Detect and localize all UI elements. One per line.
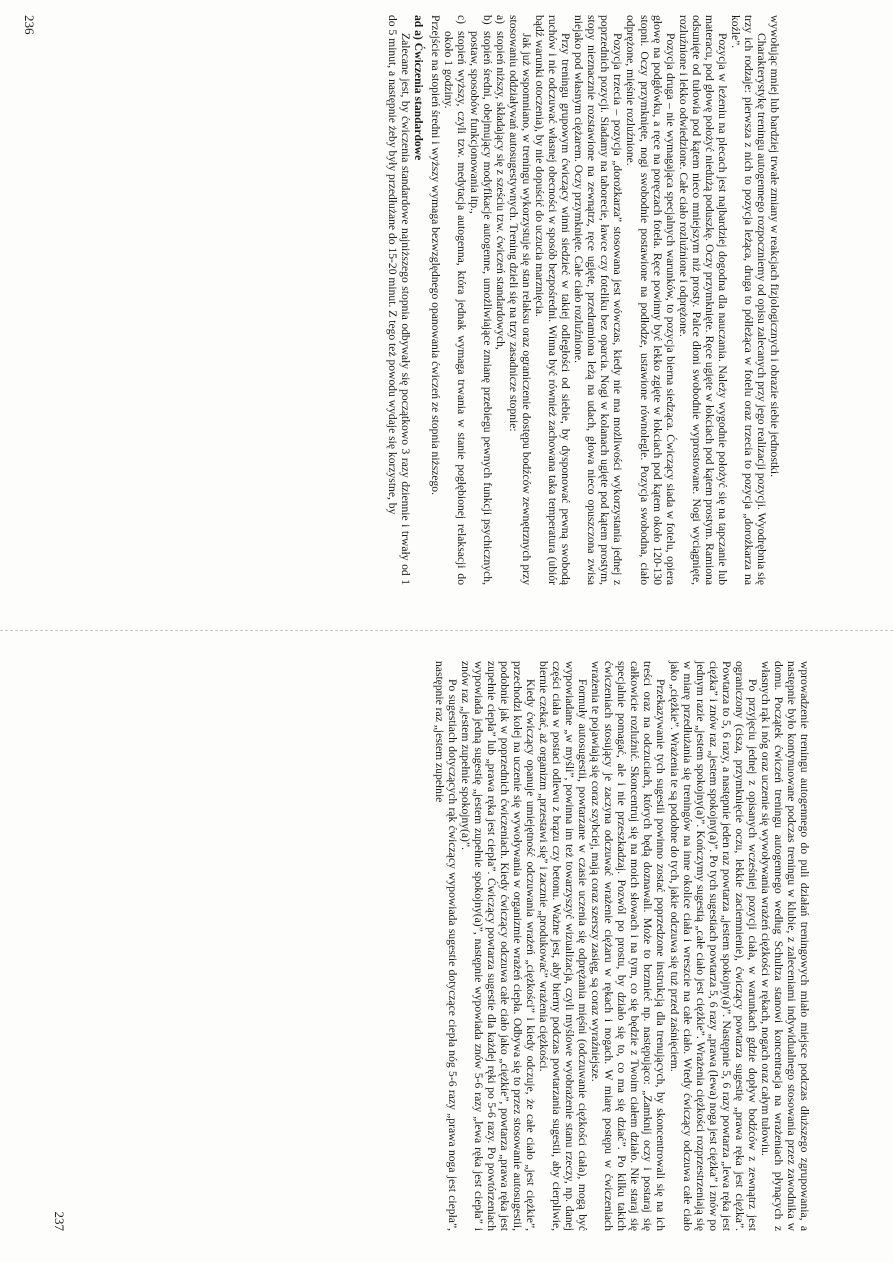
paragraph: Pozycja trzecia – pozycja „dorożkarza” stosowana jest wówczas, kiedy nie ma możliwości wykorzystania jednej z poprzednich pozycji. Siadamy na taborecie, ławce czy foteliku bez oparcia. Nogi w kolanach ugięte pod kątem prostym, stopy nieznacznie rozstawione na zewnątrz, ręce ugięte, przedramiona leżą na udach, głowa nieco opuszczona zwisa niejako pod własnym ciężarem. Oczy przymknięte. Całe ciało rozluźnione. (572, 15, 625, 585)
list-text: stopień niższy, składający się z sześciu tzw. ćwiczeń standardowych, (494, 31, 508, 350)
paragraph: Formuły autosugestii, powtarzane w czasie uczenia się odprężania mięśni (odczuwanie ciężkości ciała), mogą być wypowiadane „w myśli”, powinna im też towarzyszyć wizualizacja, czyli myślowe wyobrażenie stanu rzeczy, np. danej części ciała w postaci odlewu z brązu czy betonu. Ważne jest, aby bierny podczas powtarzania sugestii, aby cierpliwie, biernie czekać, aż organizm „przestawi się” i zacznie „produkować” wrażenia ciężkości. (537, 661, 590, 1231)
paragraph: wywołując mniej lub bardziej trwałe zmiany w reakcjach fizjologicznych i obrazie siebie jednostki. (768, 15, 781, 477)
page-236 (22, 15, 781, 585)
paragraph: Kiedy ćwiczący opanuje umiejętność odczuwania wrażeń „ciężkości” i kiedy odczuje, że całe ciało „jest ciężkie”, przechodzi kolej na uczenie się wywoływania w organizmie wrażeń ciepła. Odbywa się to przez stosowanie autosugestii, podobnie jak w poprzednich ćwiczeniach. Kiedy ćwiczący odczuwa całe ciało jako „ciężkie”, powtarza „prawa ręka jest zupełnie ciepła” lub „prawa ręka jest ciepła”. Ćwiczący powtarza sugestie dla każdej ręki po 5-6 razy. Po powtórzeniach wypowiada jedną sugestię „jestem zupełnie spokojny(a)”, następnie wypowiada znów 5-6 razy „lewa ręka jest ciepła” i znów raz „jestem zupełnie spokojny(a)”. (458, 661, 538, 1231)
paragraph: Przekazywanie tych sugestii powinno zostać poprzedzone instrukcją dla trenujących, by skoncentrowali się na ich treści oraz na odczuciach, których będą doznawali. Może to brzmieć np. następująco: „Zamknij oczy i postaraj się całkowicie rozluźnić. Skoncentruj się na moich słowach i na tym, co się będzie z Twoim ciałem działo. Nie staraj się specjalnie pomagać, ale i nie przeszkadzaj. Pozwól po prostu, by działo się to, co ma się dziać”. Po kilku takich ćwiczeniach stosujący je zaczyna odczuwać wrażenie ciężaru w rękach i nogach. W miarę postępu w ćwiczeniach wrażenia te pojawiają się coraz szybciej, mają coraz szerszy zasięg, są coraz wyraźniejsze. (589, 661, 668, 1231)
paragraph: wprowadzenie treningu autogennego do puli działań treningowych miało miejsce podczas dłuższego zgrupowania, a następnie było kontynuowane podczas treningu w klubie, z zaleceniami indywidualnego stosowania przez zawodnika w domu. Początek ćwiczeń treningu autogennego według Schultza stanowi koncentracja na wrażeniach płynących z własnych rąk i nóg oraz uczenie się wywoływania wrażeń ciężkości w rękach, nogach oraz całym tułowiu. (758, 661, 811, 1231)
list-marker: a) (494, 15, 508, 25)
paragraph: Zalecane jest, by ćwiczenia standardowe najniższego stopnia odbywały się początkowo 3 razy dziennie i trwały od 1 do 5 minut, a następnie żeby były przedłużane do 15-20 minut. Z tego też powodu wydaje się korzystne, by (385, 15, 412, 585)
paragraph: Po sugestiach dotyczących rąk ćwiczący wypowiada sugestie dotyczące ciepła nóg 5-6 razy „prawa noga jest ciepła”, następnie raz „jestem zupełnie (432, 661, 459, 1231)
page-number: 236 (22, 15, 38, 35)
page-divider (0, 630, 893, 631)
paragraph: Po przyjęciu jednej z opisanych wcześniej pozycji ciała, w warunkach gdzie dopływ bodźców z zewnątrz jest ograniczony (cisza, przymknięcie oczu, lekkie zaciemnienie), ćwiczący powtarza sugestię „prawa ręka jest ciężka”. Powtarza to 5, 6 razy, a następnie jeden raz powtarza „jestem spokojny(a)”. Następnie 5, 6 razy powtarza „lewa ręka jest ciężka” i znów raz „jestem spokojny(a)”. Po tych sugestiach powtarza 5, 6 razy „prawa (lewa) noga jest ciężka” i znów po jednym razie „jestem spokojny(a)”. Kończymy sugestią „całe ciało jest ciężkie”. Wrażenia ciężkości rozprzestrzeniają się w miarę przedłużania się treningów na inne okolice ciała i wreszcie na całe ciało. Wtedy ćwiczący odczuwa całe ciało jako „ciężkie”. Wrażenia te są podobne do tych, jakie odczuwa się tuż przed zaśnięciem. (667, 661, 759, 1231)
list-item (494, 15, 507, 585)
paragraph: Jak już wspomniano, w treningu wykorzystuje się stan relaksu oraz ograniczenie dostępu bodźców zewnętrznych przy stosowaniu oddziaływań autosugestywnych. Trening dzieli się na trzy zasadnicze stopnie: (507, 15, 534, 585)
paragraph: Pozycja w leżeniu na plecach jest najbardziej dogodna dla nauczania. Należy wygodnie położyć się na tapczanie lub materacu, pod głowę położyć niedużą poduszkę. Oczy przymknięte. Ręce ugięte w łokciach pod kątem prostym. Ramiona odsunięte od tułowia pod kątem nieco mniejszym niż prosty. Palce dłoni swobodnie wyprostowane. Nogi wyciągnięte, rozluźnione i lekko odwiedzione. Całe ciało rozluźnione i odprężone. (676, 15, 729, 585)
paragraph: Przy treningu grupowym ćwiczący winni siedzieć w takiej odległości od siebie, by dysponować pewną swobodą ruchów i nie odczuwać własnej obecności w sposób bezpośredni. Winna być również zachowana taka temperatura (ubiór bądź warunki otoczenia), by nie dopuścić do uczucia marznięcia. (533, 15, 573, 585)
list-item (468, 15, 494, 585)
list-marker: b) (480, 15, 494, 25)
paragraph: Przejście na stopień średni i wyższy wymaga bezwzględnego opanowania ćwiczeń ze stopnia niższego. (428, 15, 442, 495)
list-marker: c) (454, 15, 468, 25)
paragraph: Charakterystykę treningu autogennego rozpoczniemy od opisu zalecanych przy jego realizacji pozycji. Wyodrębnia się trzy ich rodzaje: pierwsza z nich to pozycja leżąca, druga to półleżąca w fotelu oraz trzecia to pozycja „dorożkarza na koźle”. (728, 15, 768, 585)
list-text: stopień średni, obejmujący modyfikacje autogenne, umożliwiające zmianę przebiegu pewnych funkcji psychicznych, postaw, sposobów funkcjonowania itp., (467, 31, 494, 585)
page-number: 237 (52, 1211, 68, 1231)
section-heading: ad a) Ćwiczenia standardowe (411, 15, 425, 161)
list-text: stopień wyższy, czyli tzw. medytacja autogenna, która jednak wymaga trwania w stanie pogłębionej relaksacji do około 1 godziny. (441, 31, 468, 585)
page-237 (52, 661, 811, 1231)
paragraph: Pozycja druga – nie wymagająca specjalnych warunków, to pozycja bierna siedząca. Ćwiczący siada w fotelu, opiera głowę na podgłówku, a ręce na poręczach fotela. Ręce powinny być lekko zgięte w łokciach pod kątem około 120-130 stopni. Oczy przymknięte, nogi swobodnie postawione na podłodze, ustawione równolegle. Pozycja swobodna, ciało odprężone, mięśnie rozluźnione. (624, 15, 677, 585)
list-item (442, 15, 468, 585)
